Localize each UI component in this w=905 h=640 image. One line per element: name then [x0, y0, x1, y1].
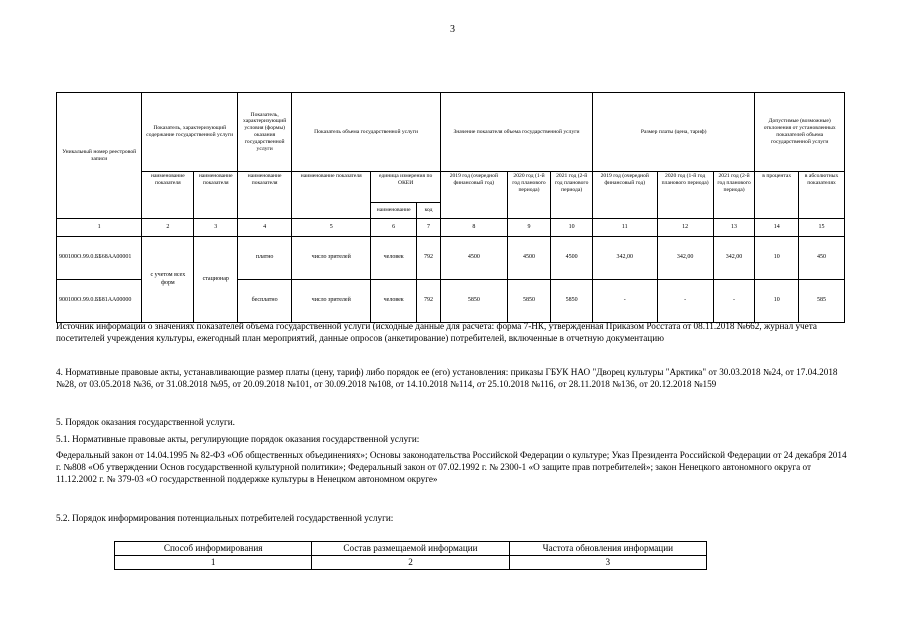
header-allowed-deviation: Допустимые (возможные) отклонения от установленных показателей объема государственной услуги [755, 93, 845, 172]
column-number: 1 [115, 556, 312, 570]
column-number: 5 [292, 219, 371, 237]
header-indicator-name: наименование показателя [142, 172, 194, 219]
source-info-paragraph: Источник информации о значениях показателей объема государственной услуги (исходные данные для расчета: форма 7-НК, утвержденная Приказом Росстата от 08.11.2018 №662, журнал учета посетителей учреждения культуры, ежегодный план мероприятий, данные опросов (анкетирование) потребителей, включенные в отчетную документацию [56, 321, 817, 344]
content-cell: с учетом всех форм [142, 237, 194, 323]
column-number: 13 [713, 219, 755, 237]
header-fee-2021: 2021 год (2-й год планового периода) [713, 172, 755, 219]
page-number: 3 [450, 24, 455, 35]
header-service-conditions: Показатель, характеризующий условия (формы) оказания государственной услуги [238, 93, 292, 172]
regulatory-acts-heading: 5.1. Нормативные правовые акты, регулирующие порядок оказания государственной услуги: [56, 434, 420, 444]
column-number: 4 [238, 219, 292, 237]
column-number: 2 [142, 219, 194, 237]
laws-paragraph: Федеральный закон от 14.04.1995 № 82-ФЗ «Об общественных объединениях»; Основы законодательства Российской Федерации о культуре; Указ Президента Российской Федерации от 24 декабря 2014 г. №808 «Об утверждении Основ государственной культурной политики»; Федеральный закон от 07.02.1992 г. № 2300-1 «О защите прав потребителей»; закон Ненецкого автономного округа от 11.12.2002 г. № 379-03 «О государственной поддержке культуры в Ненецком автономном округе» [56, 450, 847, 485]
column-number: 9 [507, 219, 551, 237]
column-number: 2 [312, 556, 509, 570]
header-indicator-name: наименование показателя [194, 172, 238, 219]
header-registry-number: Уникальный номер реестровой записи [57, 93, 142, 219]
header-absolute: в абсолютных показателях [799, 172, 845, 219]
unit-code-cell: 792 [417, 237, 441, 280]
informing-method-header: Способ информирования [115, 542, 312, 556]
value-2020-cell: 4500 [507, 237, 551, 280]
header-volume-value: Значение показателя объема государственной услуги [441, 93, 593, 172]
column-number: 8 [441, 219, 508, 237]
unit-code-cell: 792 [417, 280, 441, 323]
table-row [57, 237, 845, 280]
header-fee-amount: Размер платы (цена, тариф) [593, 93, 755, 172]
column-number: 6 [371, 219, 417, 237]
payment-type-cell: платно [238, 237, 292, 280]
value-2020-cell: 5850 [507, 280, 551, 323]
percent-cell: 10 [755, 237, 799, 280]
header-fee-2020: 2020 год (1-й год планового периода) [657, 172, 713, 219]
informing-table [114, 541, 707, 570]
informing-procedure-heading: 5.2. Порядок информирования потенциальных потребителей государственной услуги: [56, 513, 394, 523]
fee-2021-cell: 342,00 [713, 237, 755, 280]
header-unit-code: код [417, 203, 441, 219]
service-procedure-heading: 5. Порядок оказания государственной услуги. [56, 417, 235, 427]
column-number: 1 [57, 219, 142, 237]
indicator-cell: число зрителей [292, 280, 371, 323]
informing-content-header: Состав размещаемой информации [312, 542, 509, 556]
informing-frequency-header: Частота обновления информации [509, 542, 706, 556]
absolute-cell: 585 [799, 280, 845, 323]
fee-2020-cell: - [657, 280, 713, 323]
indicator-cell: число зрителей [292, 237, 371, 280]
fee-2021-cell: - [713, 280, 755, 323]
value-2021-cell: 5850 [551, 280, 593, 323]
column-number: 15 [799, 219, 845, 237]
header-service-content: Показатель, характеризующий содержание государственной услуги [142, 93, 238, 172]
service-volume-table [56, 92, 845, 323]
fee-acts-paragraph: 4. Нормативные правовые акты, устанавливающие размер платы (цену, тариф) либо порядок ее (его) установления: приказы ГБУК НАО "Дворец культуры "Арктика" от 30.03.2018 №24, от 17.04.2018 №28, от 03.05.2018 №36, от 31.08.2018 №95, от 20.09.2018 №101, от 30.09.2018 №108, от 14.10.2018 №114, от 25.10.2018 №116, от 28.11.2018 №136, от 20.12.2018 №159 [56, 367, 838, 390]
unit-name-cell: человек [371, 237, 417, 280]
value-2021-cell: 4500 [551, 237, 593, 280]
header-fee-2019: 2019 год (очередной финансовый год) [593, 172, 658, 219]
unit-name-cell: человек [371, 280, 417, 323]
header-indicator-name: наименование показателя [238, 172, 292, 219]
header-unit-okei: единица измерения по ОКЕИ [371, 172, 441, 203]
header-value-2021: 2021 год (2-й год планового периода) [551, 172, 593, 219]
payment-type-cell: бесплатно [238, 280, 292, 323]
header-value-2020: 2020 год (1-й год планового периода) [507, 172, 551, 219]
column-number: 12 [657, 219, 713, 237]
column-number: 11 [593, 219, 658, 237]
column-number: 14 [755, 219, 799, 237]
registry-number-cell: 900100О.99.0.ББ68АА00001 [57, 237, 142, 280]
header-percent: в процентах [755, 172, 799, 219]
header-indicator-name: наименование показателя [292, 172, 371, 219]
fee-2019-cell: - [593, 280, 658, 323]
header-unit-name: наименование [371, 203, 417, 219]
value-2019-cell: 5850 [441, 280, 508, 323]
header-value-2019: 2019 год (очередной финансовый год) [441, 172, 508, 219]
column-number: 3 [509, 556, 706, 570]
column-number: 10 [551, 219, 593, 237]
absolute-cell: 450 [799, 237, 845, 280]
registry-number-cell: 900100О.99.0.ББ81АА00000 [57, 280, 142, 323]
column-number: 3 [194, 219, 238, 237]
condition-cell: стационар [194, 237, 238, 323]
percent-cell: 10 [755, 280, 799, 323]
fee-2019-cell: 342,00 [593, 237, 658, 280]
column-number: 7 [417, 219, 441, 237]
header-volume-indicator: Показатель объема государственной услуги [292, 93, 441, 172]
fee-2020-cell: 342,00 [657, 237, 713, 280]
value-2019-cell: 4500 [441, 237, 508, 280]
